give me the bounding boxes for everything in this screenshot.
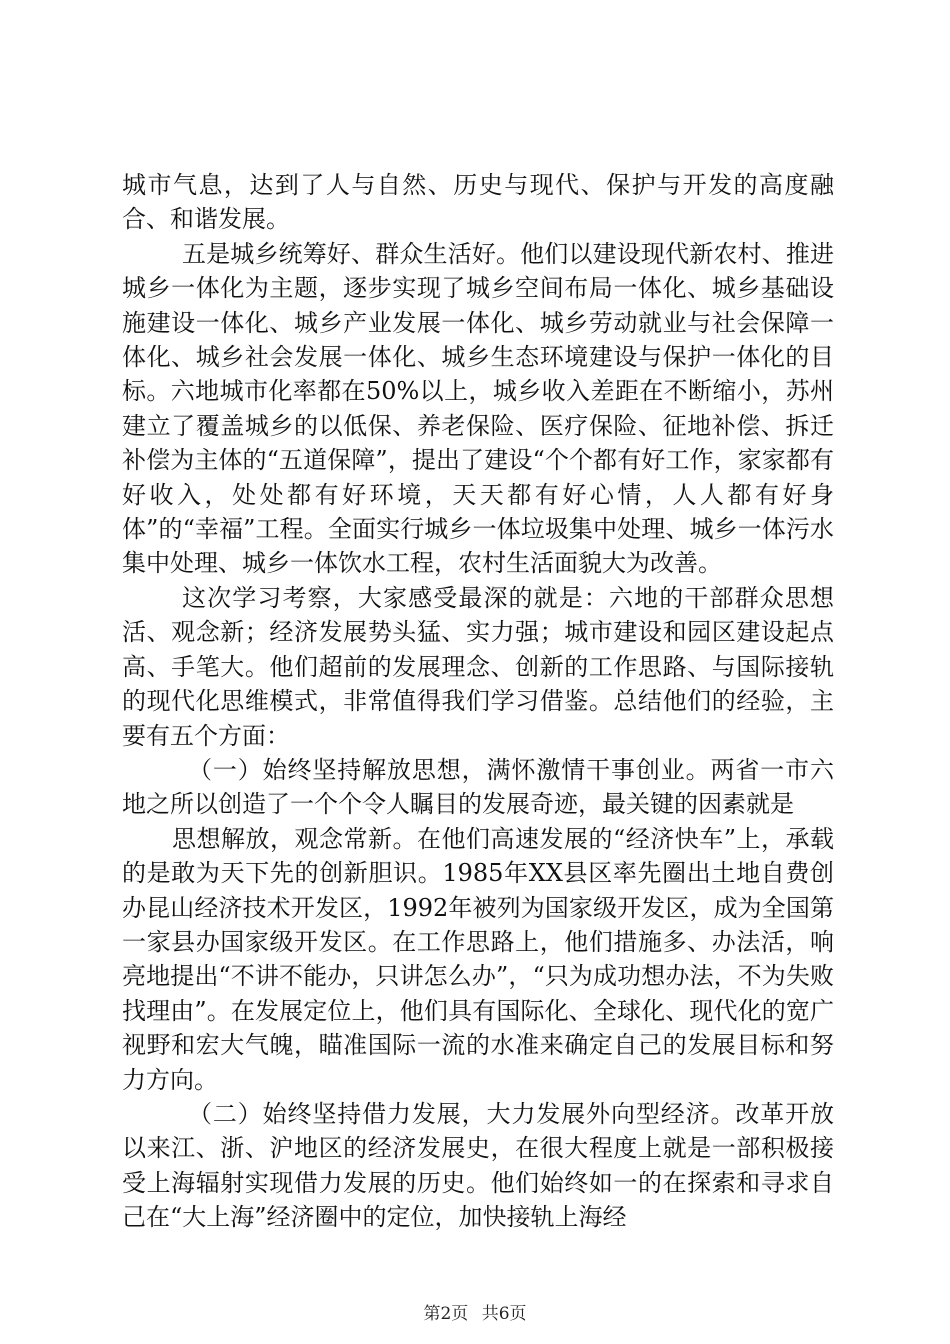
paragraph-section-one-heading: （一）始终坚持解放思想，满怀激情干事创业。两省一市六地之所以创造了一个个令人瞩目的发展奇迹，最关键的因素就是 — [122, 755, 834, 819]
paragraph-intro-continuation: 城市气息，达到了人与自然、历史与现代、保护与开发的高度融合、和谐发展。 — [122, 171, 834, 234]
page-number: 第2页 — [423, 1304, 469, 1324]
document-body — [122, 168, 834, 1235]
page-footer — [0, 1303, 950, 1325]
paragraph-study-summary: 这次学习考察，大家感受最深的就是：六地的干部群众思想活、观念新；经济发展势头猛、实力强；城市建设和园区建设起点高、手笔大。他们超前的发展理念、创新的工作思路、与国际接轨的现代化思维模式，非常值得我们学习借鉴。总结他们的经验，主要有五个方面： — [122, 583, 834, 750]
paragraph-section-two: （二）始终坚持借力发展，大力发展外向型经济。改革开放以来江、浙、沪地区的经济发展史，在很大程度上就是一部积极接受上海辐射实现借力发展的历史。他们始终如一的在探索和寻求自己在“大上海”经济圈中的定位，加快接轨上海经 — [122, 1099, 834, 1232]
paragraph-urban-rural: 五是城乡统筹好、群众生活好。他们以建设现代新农村、推进城乡一体化为主题，逐步实现了城乡空间布局一体化、城乡基础设施建设一体化、城乡产业发展一体化、城乡劳动就业与社会保障一体化、城乡社会发展一体化、城乡生态环境建设与保护一体化的目标。六地城市化率都在50%以上，城乡收入差距在不断缩小，苏州建立了覆盖城乡的以低保、养老保险、医疗保险、征地补偿、拆迁补偿为主体的“五道保障”，提出了建设“个个都有好工作，家家都有好收入，处处都有好环境，天天都有好心情，人人都有好身体”的“幸福”工程。全面实行城乡一体垃圾集中处理、城乡一体污水集中处理、城乡一体饮水工程，农村生活面貌大为改善。 — [122, 239, 834, 578]
page-total: 共6页 — [481, 1304, 527, 1324]
paragraph-section-one-body: 思想解放，观念常新。在他们高速发展的“经济快车”上，承载的是敢为天下先的创新胆识。1985年XX县区率先圈出土地自费创办昆山经济技术开发区，1992年被列为国家级开发区，成为全国第一家县办国家级开发区。在工作思路上，他们措施多、办法活，响亮地提出“不讲不能办，只讲怎么办”，“只为成功想办法，不为失败找理由”。在发展定位上，他们具有国际化、全球化、现代化的宽广视野和宏大气魄，瞄准国际一流的水准来确定自己的发展目标和努力方向。 — [122, 824, 834, 1094]
